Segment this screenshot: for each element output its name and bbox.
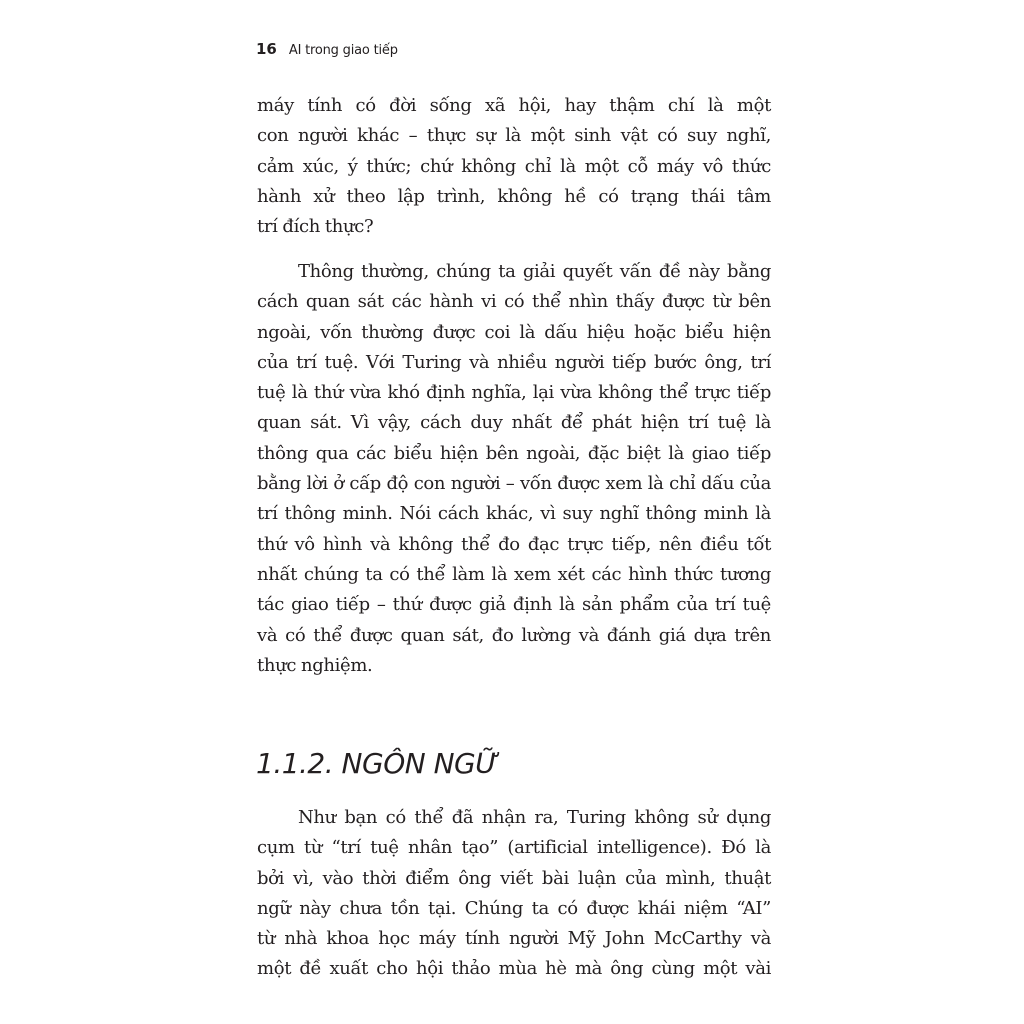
text-line: tuệ là thứ vừa khó định nghĩa, lại vừa không thể trực tiếp [257, 382, 771, 404]
text-line: cảm xúc, ý thức; chứ không chỉ là một cỗ máy vô thức [257, 155, 771, 177]
text-line: một đề xuất cho hội thảo mùa hè mà ông cùng một vài [257, 958, 771, 980]
text-line: Như bạn có thể đã nhận ra, Turing không sử dụng [298, 807, 771, 828]
text-line: nhất chúng ta có thể làm là xem xét các hình thức tương [257, 563, 771, 585]
text-line: bằng lời ở cấp độ con người – vốn được xem là chỉ dấu của [257, 473, 771, 495]
text-line: ngữ này chưa tồn tại. Chúng ta có được khái niệm “AI” [257, 897, 771, 919]
text-line: trí đích thực? [257, 216, 374, 238]
text-line: thứ vô hình và không thể đo đạc trực tiếp, nên điều tốt [257, 533, 771, 555]
text-line: thực nghiệm. [257, 654, 373, 676]
page-number: 16 [256, 40, 277, 58]
paragraph-language [257, 803, 771, 985]
section-heading: 1.1.2. NGÔN NGỮ [256, 747, 499, 780]
paragraph-intelligence [257, 257, 771, 681]
text-line: cụm từ “trí tuệ nhân tạo” (artificial intelligence). Đó là [257, 837, 771, 859]
text-line: từ nhà khoa học máy tính người Mỹ John McCarthy và [257, 928, 771, 950]
paragraph-continued [257, 91, 771, 242]
text-line: Thông thường, chúng ta giải quyết vấn đề này bằng [298, 261, 771, 282]
text-line: trí thông minh. Nói cách khác, vì suy nghĩ thông minh là [257, 503, 771, 525]
text-line: máy tính có đời sống xã hội, hay thậm chí là một [257, 95, 771, 116]
text-line: bởi vì, vào thời điểm ông viết bài luận của mình, thuật [257, 867, 771, 889]
text-line: cách quan sát các hành vi có thể nhìn thấy được từ bên [257, 291, 771, 313]
text-line: quan sát. Vì vậy, cách duy nhất để phát hiện trí tuệ là [257, 412, 771, 434]
text-line: hành xử theo lập trình, không hề có trạng thái tâm [257, 185, 771, 207]
text-line: và có thể được quan sát, đo lường và đánh giá dựa trên [257, 624, 771, 646]
text-line: của trí tuệ. Với Turing và nhiều người tiếp bước ông, trí [257, 351, 771, 373]
running-title: AI trong giao tiếp [288, 43, 398, 58]
running-head [256, 40, 398, 58]
text-line: tác giao tiếp – thứ được giả định là sản phẩm của trí tuệ [257, 594, 771, 616]
text-line: thông qua các biểu hiện bên ngoài, đặc biệt là giao tiếp [257, 442, 771, 464]
text-line: ngoài, vốn thường được coi là dấu hiệu hoặc biểu hiện [257, 321, 771, 343]
text-line: con người khác – thực sự là một sinh vật có suy nghĩ, [257, 125, 771, 147]
